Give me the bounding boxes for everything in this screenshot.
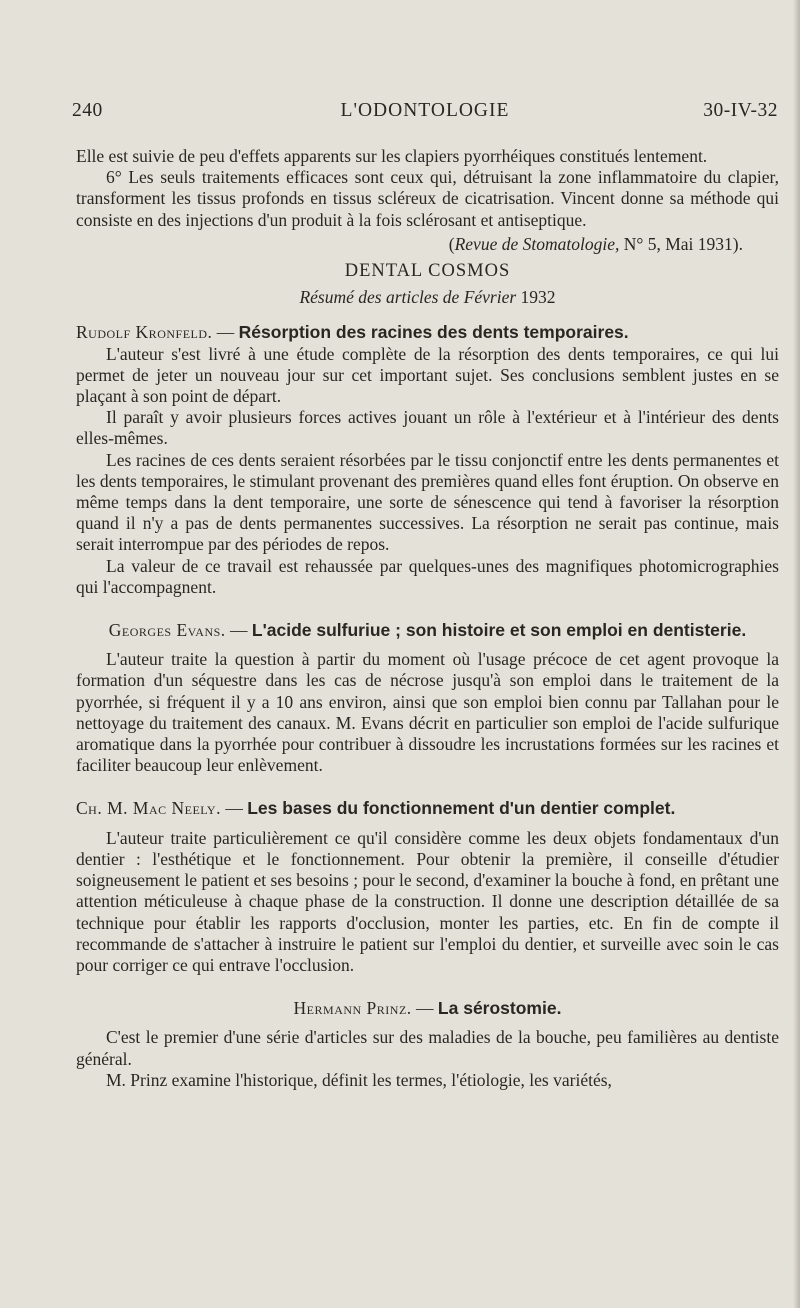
article-heading: Hermann Prinz. — La sérostomie. xyxy=(293,998,562,1019)
article-title: Les bases du fonctionnement d'un dentier complet. xyxy=(247,798,676,819)
article-author: Georges Evans. xyxy=(108,620,226,641)
article-title: La sérostomie. xyxy=(437,998,562,1019)
paragraph: Les racines de ces dents seraient résorbées par le tissu conjonctif entre les dents permanentes et les dents temporaires, le stimulant provenant des premières quand elles font éruption. On observe en même temps dans la dent temporaire, une sorte de sénescence qui tend à favoriser la résorption quand il n'y a pas de dents permanentes successives. La résorption ne serait pas continue, mais serait interrompue par des périodes de repos. xyxy=(76,449,779,555)
article-title: Résorption des racines des dents temporaires. xyxy=(238,322,629,343)
article-heading: Georges Evans. — L'acide sulfuriue ; son histoire et son emploi en dentisterie. xyxy=(108,620,747,641)
paragraph: M. Prinz examine l'historique, définit les termes, l'étiologie, les variétés, xyxy=(106,1069,612,1090)
paragraph: Elle est suivie de peu d'effets apparents sur les clapiers pyorrhéiques constitués lentement. xyxy=(76,146,708,166)
article-author: Rudolf Kronfeld. xyxy=(76,322,213,343)
journal-title: L'ODONTOLOGIE xyxy=(340,100,510,121)
paragraph: Il paraît y avoir plusieurs forces actives jouant un rôle à l'extérieur et à l'intérieur des dents elles-mêmes. xyxy=(76,407,779,449)
paragraph: L'auteur traite la question à partir du moment où l'usage précoce de cet agent provoque la formation d'un séquestre dans les cas de nécrose jusqu'à son emploi dans le traitement de la pyorrhée, si fréquent il y a 10 ans environ, ainsi que son emploi bien connu par Tallahan pour le nettoyage du traitement des canaux. M. Evans décrit en particulier son emploi de l'acide sulfurique aromatique dans la pyorrhée pour contribuer à dissoudre les incrustations formées sur les racines et faciliter beaucoup leur enlèvement. xyxy=(76,649,779,776)
paragraph: 6° Les seuls traitements efficaces sont ceux qui, détruisant la zone inflammatoire du clapier, transforment les tissus profonds en tissus scléreux de cicatrisation. Vincent donne sa méthode qui consiste en des injections d'un produit à la fois sclérosant et antiseptique. xyxy=(76,167,779,230)
article-title: L'acide sulfuriue ; son histoire et son emploi en dentisterie. xyxy=(251,620,747,641)
paragraph: La valeur de ce travail est rehaussée par quelques-unes des magnifiques photomicrographies qui l'accompagnent. xyxy=(76,555,779,597)
paragraph: L'auteur s'est livré à une étude complète de la résorption des dents temporaires, ce qui lui permet de jeter un nouveau jour sur cet important sujet. Ses conclusions semblent justes en se plaçant à son point de départ. xyxy=(76,343,779,407)
page-body xyxy=(76,146,779,1091)
article-heading: Ch. M. Mac Neely. — Les bases du fonctionnement d'un dentier complet. xyxy=(76,798,676,819)
issue-date: 30-IV-32 xyxy=(703,100,778,121)
page-edge-shadow xyxy=(793,0,800,1308)
source-citation: (Revue de Stomatologie, N° 5, Mai 1931). xyxy=(448,233,743,254)
section-subtitle: Résumé des articles de Février 1932 xyxy=(299,287,556,308)
page-header xyxy=(72,100,778,132)
article-heading: Rudolf Kronfeld. — Résorption des racines des dents temporaires. xyxy=(76,322,629,343)
article-author: Hermann Prinz. xyxy=(293,998,412,1019)
source-journal: Revue de Stomatologie, xyxy=(454,233,620,254)
section-title: DENTAL COSMOS xyxy=(344,261,511,282)
paragraph: L'auteur traite particulièrement ce qu'il considère comme les deux objets fondamentaux d'un dentier : l'esthétique et le fonctionnement. Pour obtenir la première, il conseille d'étudier soigneusement le patient et ses besoins ; pour le second, d'examiner la bouche à fond, en prêtant une attention méticuleuse à chaque phase de la construction. Il donne une description détaillée de sa technique pour établir les rapports d'occlusion, monter les parties, etc. En fin de compte il recommande de s'attacher à instruire le patient sur l'emploi du dentier, et surveille avec soin le cas pour corriger ce qui entrave l'occlusion. xyxy=(76,827,779,975)
paragraph: C'est le premier d'une série d'articles sur des maladies de la bouche, peu familières au dentiste général. xyxy=(76,1027,779,1069)
page-number: 240 xyxy=(72,100,103,121)
article-author: Ch. M. Mac Neely. xyxy=(76,798,221,819)
